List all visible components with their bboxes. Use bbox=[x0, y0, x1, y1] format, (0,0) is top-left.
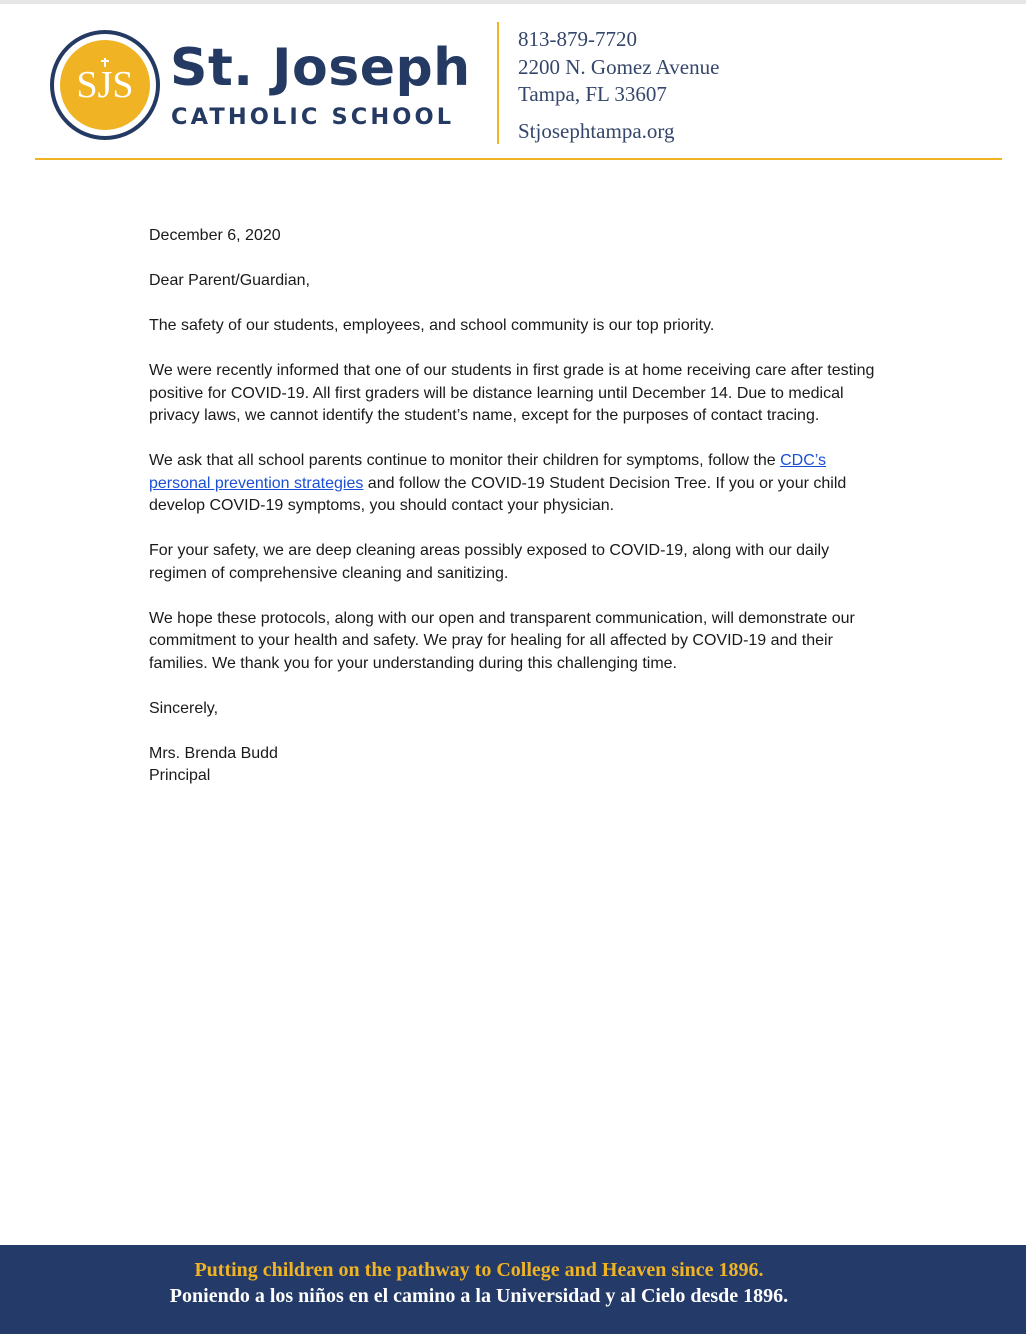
paragraph-1: The safety of our students, employees, and school community is our top priority. bbox=[149, 317, 715, 334]
paragraph-3-start: We ask that all school parents continue to monitor their children for symptoms, follow the bbox=[149, 452, 781, 469]
cdc-prevention-link[interactable]: CDC’s personal prevention strategies bbox=[149, 452, 827, 492]
website: Stjosephtampa.org bbox=[518, 118, 675, 143]
salutation: Dear Parent/Guardian, bbox=[149, 272, 310, 289]
paragraph-4: For your safety, we are deep cleaning areas possibly exposed to COVID-19, along with our daily regimen of comprehensive cleaning and sanitizing. bbox=[149, 542, 830, 582]
signer-name: Mrs. Brenda Budd bbox=[149, 744, 278, 762]
paragraph-5: We hope these protocols, along with our open and transparent communication, will demonstrate our commitment to your health and safety. We pray for healing for all affected by COVID-19 and their families. We thank you for your understanding during this challenging time. bbox=[149, 609, 855, 672]
phone-number: 813-879-7720 bbox=[518, 27, 637, 51]
paragraph-3-end: and follow the COVID-19 Student Decision Tree. If you or your child develop COVID-19 symptoms, you should contact your physician. bbox=[149, 474, 847, 514]
closing: Sincerely, bbox=[149, 699, 219, 717]
header-rule bbox=[35, 158, 1002, 160]
address-line-1: 2200 N. Gomez Avenue bbox=[518, 54, 720, 79]
school-seal-icon bbox=[50, 30, 160, 140]
footer-spanish-motto: Poniendo a los niños en el camino a la Universidad y al Cielo desde 1896. bbox=[169, 1285, 789, 1307]
school-name: St. Joseph bbox=[170, 38, 471, 98]
school-subtitle: CATHOLIC SCHOOL bbox=[171, 104, 455, 130]
footer-band bbox=[0, 1245, 1026, 1334]
paragraph-2: We were recently informed that one of our students in first grade is at home receiving care after testing positive for COVID-19. All first graders will be distance learning until December 14. Due to medical privacy laws, we cannot identify the student’s name, except for the purposes of contact tracing. bbox=[149, 362, 875, 424]
contact-block bbox=[518, 26, 719, 145]
header-divider bbox=[497, 22, 499, 144]
signer-title: Principal bbox=[149, 767, 211, 784]
address-line-2: Tampa, FL 33607 bbox=[518, 82, 667, 106]
signature-block bbox=[149, 743, 889, 788]
seal-monogram: SJS bbox=[76, 64, 134, 106]
letter-body bbox=[149, 225, 889, 788]
top-rule bbox=[0, 0, 1026, 4]
footer-english-motto: Putting children on the pathway to College and Heaven since 1896. bbox=[194, 1259, 764, 1281]
paragraph-3 bbox=[149, 450, 889, 518]
letter-date: December 6, 2020 bbox=[149, 227, 281, 244]
